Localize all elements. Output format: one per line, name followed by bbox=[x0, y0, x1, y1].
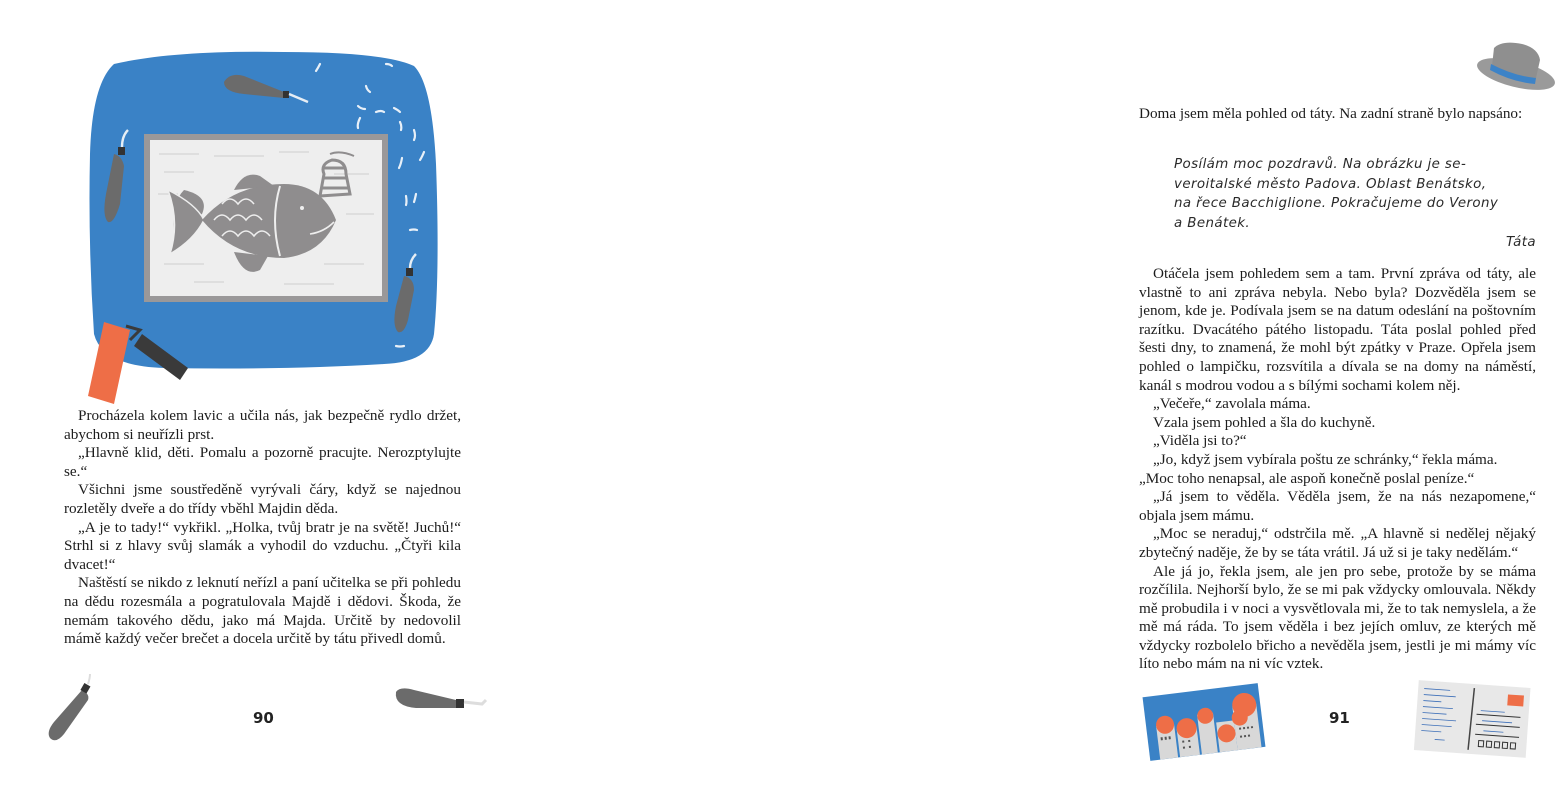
paragraph: Otáčela jsem pohledem sem a tam. První zpráva od táty, ale vlastně to ani zpráva nebyla. Nebo byla? Dozvěděla jsem se jenom, kde je. Podívala jsem se na datum odeslání na poštovním razítku. Dvacátého pátého listopadu. Táta poslal pohled před šesti dny, to znamená, že mohl být zpátky v Praze. Opřela jsem pohled o lampičku, rozsvítila a dívala se na domy na náměstí, kanál s modrou vodou a s bílými sochami kolem něj. bbox=[1139, 265, 1536, 394]
left-page-body bbox=[64, 407, 461, 649]
paragraph: „Já jsem to věděla. Věděla jsem, že na nás nezapomene,“ objala jsem mámu. bbox=[1139, 488, 1536, 524]
straw-hat-icon bbox=[1474, 34, 1558, 98]
paragraph: „Hlavně klid, děti. Pomalu a pozorně pracujte. Nerozptylujte se.“ bbox=[64, 444, 461, 480]
right-page-body bbox=[1139, 265, 1536, 674]
letter-signature: Táta bbox=[1505, 235, 1536, 250]
carving-tool-icon bbox=[44, 672, 104, 744]
paragraph: Ale já jo, řekla jsem, ale jen pro sebe, protože by se máma rozčílila. Nejhorší bylo, že se mi pak vždycky omlouvala. Někdy mě probudila i v noci a vysvětlovala mi, že to tak nemyslela, a že mě má ráda. To jsem věděla i bez jejích omluv, ze kterých mě vždycky rozbolelo břicho a nevěděla jsem, jestli je mi mámy víc líto nebo mám na ni víc vztek. bbox=[1139, 562, 1536, 673]
paragraph: Doma jsem měla pohled od táty. Na zadní straně bylo napsáno: bbox=[1139, 105, 1523, 122]
paragraph: Vzala jsem pohled a šla do kuchyně. bbox=[1153, 413, 1376, 431]
paragraph: Naštěstí se nikdo z leknutí neřízl a paní učitelka se při pohledu na dědu rozesmála a pogratulovala Majdě i dědovi. Škoda, že nemám takového dědu, jako má Majda. Určitě by nedovolil mámě každý večer brečet a docela určitě by tátu přivedl domů. bbox=[64, 574, 461, 648]
letter-line: veroitalské město Padova. Oblast Benátsko, bbox=[1174, 176, 1487, 192]
postcard-front-icon bbox=[1142, 680, 1266, 764]
letter-line: Posílám moc pozdravů. Na obrázku je se- bbox=[1174, 157, 1467, 172]
letter-line: na řece Bacchiglione. Pokračujeme do Verony bbox=[1174, 196, 1499, 211]
letter-line: a Benátek. bbox=[1174, 215, 1251, 231]
paragraph: „Jo, když jsem vybírala poštu ze schránky,“ řekla máma. bbox=[1153, 450, 1498, 468]
paragraph: „Viděla jsi to?“ bbox=[1153, 432, 1247, 450]
linocut-illustration bbox=[84, 44, 444, 404]
paragraph: Procházela kolem lavic a učila nás, jak bezpečně rydlo držet, abychom si neuřízli prst. bbox=[64, 407, 461, 443]
paragraph: „A je to tady!“ vykřikl. „Holka, tvůj bratr je na světě! Juchů!“ Strhl si z hlavy svůj slamák a vyhodil do vzduchu. „Čtyři kila dvacet!“ bbox=[64, 518, 461, 573]
intro-paragraph bbox=[1139, 105, 1536, 124]
carving-tool-icon bbox=[390, 686, 490, 722]
postcard-back-icon bbox=[1410, 680, 1534, 764]
page-number: 91 bbox=[1329, 709, 1350, 727]
paragraph: „Večeře,“ zavolala máma. bbox=[1153, 395, 1311, 413]
page-number: 90 bbox=[253, 709, 274, 727]
paragraph: „Moc se neraduj,“ odstrčila mě. „A hlavně si nedělej nějaký zbytečný naděje, že by se táta vrátil. Já už si je taky nedělám.“ bbox=[1139, 525, 1536, 561]
paragraph: Všichni jsme soustředěně vyrývali čáry, když se najednou rozletěly dveře a do třídy vběhl Majdin děda. bbox=[64, 481, 461, 517]
handwritten-letter bbox=[1174, 155, 1536, 253]
left-page bbox=[0, 0, 533, 800]
right-page bbox=[534, 0, 1536, 800]
paragraph: „Moc toho nenapsal, ale aspoň konečně poslal peníze.“ bbox=[1139, 469, 1475, 487]
